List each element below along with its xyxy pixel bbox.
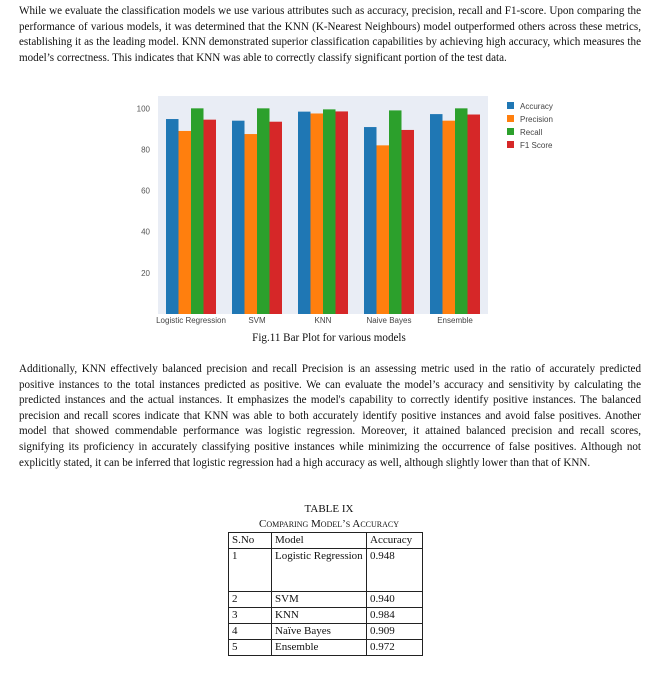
cell-accuracy: 0.972 bbox=[367, 640, 423, 656]
bar-precision bbox=[377, 145, 390, 314]
cell-accuracy: 0.984 bbox=[367, 608, 423, 624]
bar-recall bbox=[257, 108, 270, 314]
cell-model: KNN bbox=[272, 608, 367, 624]
bar-accuracy bbox=[364, 127, 377, 314]
intro-paragraph: While we evaluate the classification models we use various attributes such as accuracy, precision, recall and F1-score. Upon comparing the performance of various models, it was determined that the KNN (K-Nearest Neighbours) model outperformed others across these metrics, establishing it as the leading model. KNN demonstrated superior classification capabilities by achieving high accuracy, which measures the model’s correctness. This indicates that KNN was able to correctly classify significant portion of the test data. bbox=[19, 5, 641, 64]
table-title: Comparing Model’s Accuracy bbox=[258, 518, 399, 530]
cell-sno: 2 bbox=[229, 592, 272, 608]
table-row bbox=[229, 624, 423, 640]
bar-f1-score bbox=[270, 122, 283, 314]
bar-f1-score bbox=[402, 130, 415, 314]
table-number: TABLE IX bbox=[304, 503, 354, 515]
header-accuracy: Accuracy bbox=[367, 533, 423, 549]
table-header-row bbox=[229, 533, 423, 549]
x-tick-label: Ensemble bbox=[437, 316, 473, 325]
bar-plot-chart bbox=[130, 96, 600, 328]
x-tick-label: KNN bbox=[314, 316, 332, 325]
cell-sno: 1 bbox=[229, 549, 272, 592]
table-row bbox=[229, 592, 423, 608]
bar-precision bbox=[245, 134, 258, 314]
cell-accuracy: 0.948 bbox=[367, 549, 423, 592]
y-tick-label: 40 bbox=[141, 227, 150, 237]
table-row bbox=[229, 640, 423, 656]
legend-swatch bbox=[507, 128, 514, 135]
y-tick-label: 20 bbox=[141, 268, 150, 278]
table-row bbox=[229, 608, 423, 624]
bar-f1-score bbox=[336, 111, 349, 314]
bar-recall bbox=[455, 108, 468, 314]
legend-label: F1 Score bbox=[520, 141, 553, 150]
legend-swatch bbox=[507, 141, 514, 148]
y-tick-label: 100 bbox=[136, 104, 150, 114]
cell-sno: 5 bbox=[229, 640, 272, 656]
cell-model: SVM bbox=[272, 592, 367, 608]
bar-accuracy bbox=[166, 119, 179, 314]
bar-f1-score bbox=[204, 120, 217, 314]
accuracy-table bbox=[228, 532, 423, 656]
bar-accuracy bbox=[298, 112, 311, 314]
cell-sno: 3 bbox=[229, 608, 272, 624]
cell-model: Ensemble bbox=[272, 640, 367, 656]
bar-f1-score bbox=[468, 115, 481, 314]
x-tick-label: SVM bbox=[248, 316, 266, 325]
cell-sno: 4 bbox=[229, 624, 272, 640]
legend-label: Accuracy bbox=[520, 102, 553, 111]
bar-recall bbox=[389, 110, 402, 314]
legend-swatch bbox=[507, 115, 514, 122]
figure-caption: Fig.11 Bar Plot for various models bbox=[252, 332, 406, 344]
bar-precision bbox=[443, 121, 456, 314]
table-row bbox=[229, 549, 423, 592]
cell-model: Logistic Regression bbox=[272, 549, 367, 592]
legend-label: Recall bbox=[520, 128, 543, 137]
y-tick-label: 60 bbox=[141, 186, 150, 196]
x-tick-label: Naive Bayes bbox=[366, 316, 412, 325]
cell-accuracy: 0.940 bbox=[367, 592, 423, 608]
bar-recall bbox=[191, 108, 204, 314]
bar-accuracy bbox=[430, 114, 443, 314]
cell-accuracy: 0.909 bbox=[367, 624, 423, 640]
bar-precision bbox=[179, 131, 192, 314]
bar-recall bbox=[323, 109, 336, 314]
header-model: Model bbox=[272, 533, 367, 549]
analysis-paragraph: Additionally, KNN effectively balanced precision and recall Precision is an assessing metric used in the ratio of accurately predicted positive instances to the total instances predicted as positive. We can evaluate the model’s accuracy and sensitivity by calculating the predicted instances and the actual instances. It emphasizes the model's capability to correctly identify positive instances. The balanced precision and recall scores indicate that KNN was able to both accurately identify positive instances and avoid false positives. Another model that showed commendable performance was logistic regression. Moreover, it attained balanced precision and recall scores, signifying its proficiency in accurately classifying positive instances while minimizing the occurrence of false positives. Although not explicitly stated, it can be inferred that logistic regression had a high accuracy as well, although slightly lower than that of KNN. bbox=[19, 363, 641, 469]
cell-model: Naïve Bayes bbox=[272, 624, 367, 640]
legend-label: Precision bbox=[520, 115, 553, 124]
header-sno: S.No bbox=[229, 533, 272, 549]
y-tick-label: 80 bbox=[141, 145, 150, 155]
legend-swatch bbox=[507, 102, 514, 109]
bar-precision bbox=[311, 113, 324, 314]
bar-accuracy bbox=[232, 121, 245, 314]
x-tick-label: Logistic Regression bbox=[156, 316, 226, 325]
